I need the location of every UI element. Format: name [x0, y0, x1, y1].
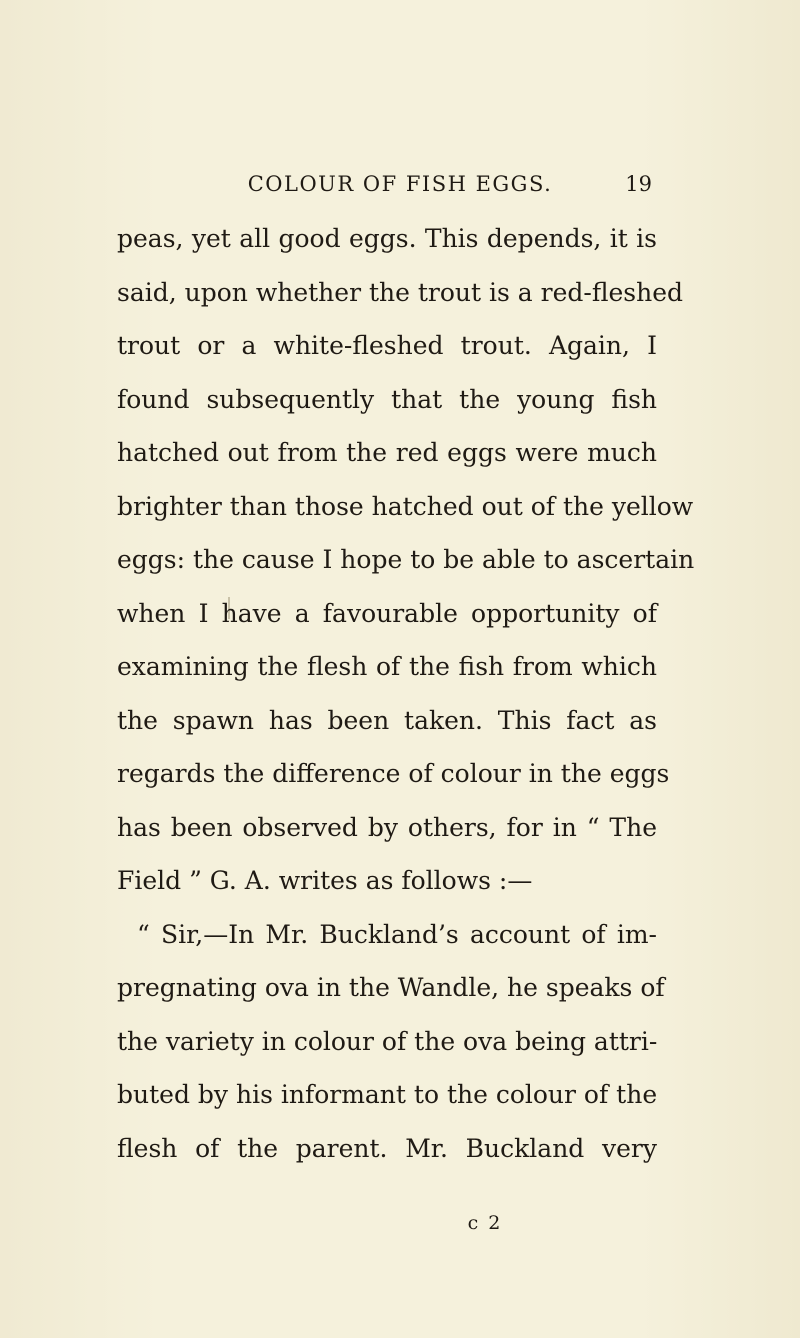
- text-line: examining the flesh of the fish from which: [117, 652, 657, 681]
- text-line: the spawn has been taken. This fact as: [117, 705, 657, 735]
- text-line: “ Sir,—In Mr. Buckland’s account of im-: [137, 919, 657, 949]
- page-number: 19: [625, 172, 652, 196]
- text-line: when I have a favourable opportunity of: [117, 598, 657, 628]
- text-line: trout or a white-fleshed trout. Again, I: [117, 331, 657, 360]
- text-line: brighter than those hatched out of the yellow: [117, 491, 694, 521]
- text-line: has been observed by others, for in “ The: [117, 812, 657, 842]
- running-title: COLOUR OF FISH EGGS.: [247, 172, 553, 196]
- text-line: found subsequently that the young fish: [117, 384, 657, 414]
- text-line: pregnating ova in the Wandle, he speaks of: [117, 973, 665, 1002]
- body-text: [117, 212, 695, 1175]
- text-line: the variety in colour of the ova being attri-: [117, 1026, 658, 1056]
- running-head: [0, 172, 800, 202]
- text-line: buted by his informant to the colour of the: [117, 1080, 658, 1109]
- text-line: peas, yet all good eggs. This depends, it is: [117, 224, 657, 253]
- text-line: hatched out from the red eggs were much: [117, 438, 657, 467]
- text-line: regards the difference of colour in the eggs: [117, 759, 670, 788]
- text-line: eggs: the cause I hope to be able to ascertain: [117, 545, 695, 574]
- text-line: flesh of the parent. Mr. Buckland very: [117, 1133, 657, 1163]
- signature-mark: c 2: [467, 1212, 503, 1234]
- text-line: said, upon whether the trout is a red-fleshed: [117, 277, 684, 307]
- text-line: Field ” G. A. writes as follows :—: [117, 866, 533, 895]
